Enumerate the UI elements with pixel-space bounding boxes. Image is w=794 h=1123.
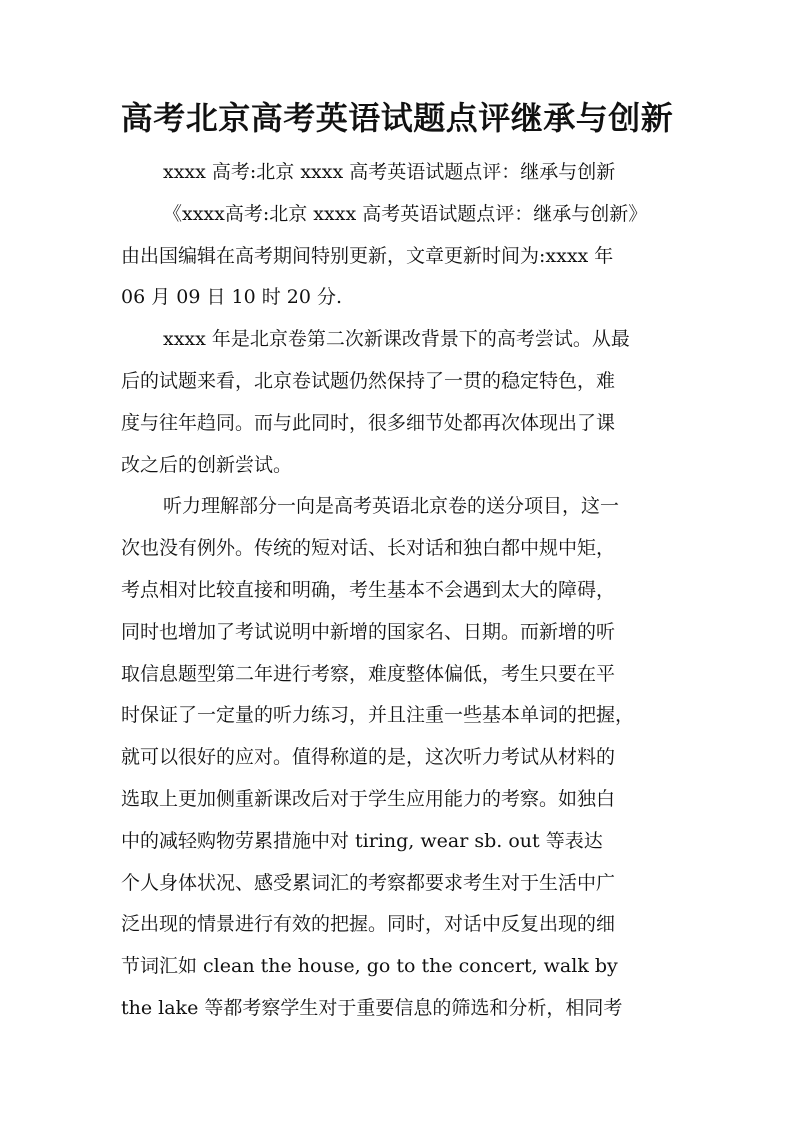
body-line: 次也没有例外。传统的短对话、长对话和独白都中规中矩，	[121, 537, 616, 560]
body-line: 取信息题型第二年进行考察，难度整体偏低，考生只要在平	[121, 662, 616, 685]
body-line: 由出国编辑在高考期间特别更新，文章更新时间为:xxxx 年	[121, 244, 614, 267]
body-line: 泛出现的情景进行有效的把握。同时，对话中反复出现的细	[121, 913, 616, 936]
body-line: 改之后的创新尝试。	[121, 453, 293, 476]
body-line: 《xxxx高考:北京 xxxx 高考英语试题点评：继承与创新》	[163, 202, 648, 225]
body-line: 选取上更加侧重新课改后对于学生应用能力的考察。如独白	[121, 787, 616, 810]
body-line: 同时也增加了考试说明中新增的国家名、日期。而新增的听	[121, 620, 616, 643]
body-line: 06 月 09 日 10 时 20 分.	[121, 286, 343, 309]
document-body	[121, 152, 677, 1030]
body-line: the lake 等都考察学生对于重要信息的筛选和分析，相同考	[121, 996, 623, 1019]
document-title: 高考北京高考英语试题点评继承与创新	[120, 99, 674, 137]
body-line: 时保证了一定量的听力练习，并且注重一些基本单词的把握，	[121, 704, 635, 727]
body-line: xxxx 年是北京卷第二次新课改背景下的高考尝试。从最	[163, 328, 630, 351]
body-line: 听力理解部分一向是高考英语北京卷的送分项目，这一	[163, 495, 620, 518]
body-line: 就可以很好的应对。值得称道的是，这次听力考试从材料的	[121, 746, 616, 769]
body-line: 考点相对比较直接和明确，考生基本不会遇到太大的障碍，	[121, 578, 616, 601]
body-line: xxxx 高考:北京 xxxx 高考英语试题点评：继承与创新	[163, 161, 616, 183]
body-line: 度与往年趋同。而与此同时，很多细节处都再次体现出了课	[121, 411, 616, 434]
body-line: 节词汇如 clean the house, go to the concert, walk by	[121, 955, 618, 978]
body-line: 后的试题来看，北京卷试题仍然保持了一贯的稳定特色，难	[121, 369, 616, 392]
body-line: 中的减轻购物劳累措施中对 tiring, wear sb. out 等表达	[121, 829, 603, 852]
body-line: 个人身体状况、感受累词汇的考察都要求考生对于生活中广	[121, 871, 616, 894]
